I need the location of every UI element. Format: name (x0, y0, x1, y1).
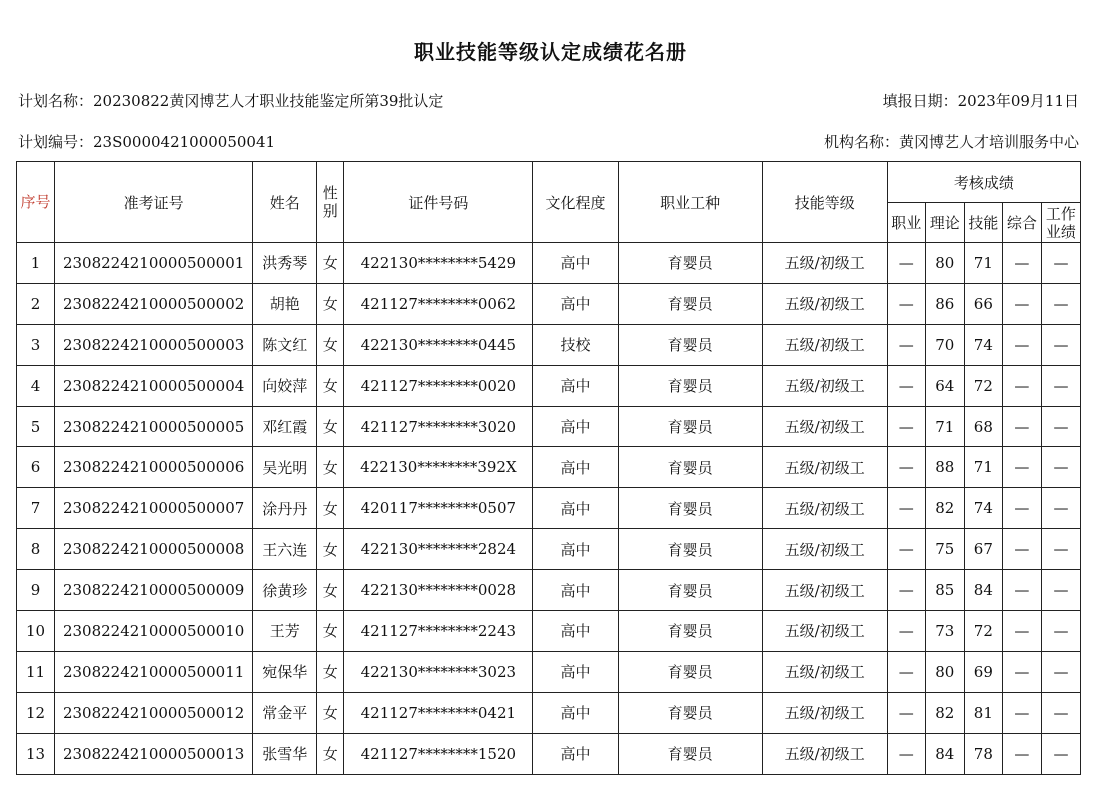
cell-score-theory: 82 (925, 488, 964, 529)
cell-score-performance: — (1041, 406, 1080, 447)
score-roster-table (16, 161, 1081, 775)
cell-level: 五级/初级工 (762, 283, 887, 324)
cell-score-performance: — (1041, 692, 1080, 733)
cell-level: 五级/初级工 (762, 529, 887, 570)
cell-seq: 8 (17, 529, 55, 570)
cell-level: 五级/初级工 (762, 651, 887, 692)
cell-level: 五级/初级工 (762, 243, 887, 284)
cell-name: 涂丹丹 (253, 488, 317, 529)
cell-score-skill: 81 (964, 692, 1002, 733)
cell-exam-no: 2308224210000500002 (55, 283, 253, 324)
cell-score-comprehensive: — (1002, 283, 1041, 324)
cell-score-performance: — (1041, 324, 1080, 365)
cell-score-skill: 68 (964, 406, 1002, 447)
cell-score-occupation: — (887, 529, 925, 570)
cell-exam-no: 2308224210000500010 (55, 611, 253, 652)
cell-education: 高中 (533, 365, 618, 406)
cell-seq: 10 (17, 611, 55, 652)
cell-score-theory: 71 (925, 406, 964, 447)
page-title: 职业技能等级认定成绩花名册 (414, 40, 687, 64)
cell-exam-no: 2308224210000500001 (55, 243, 253, 284)
cell-score-performance: — (1041, 611, 1080, 652)
cell-occupation: 育婴员 (618, 529, 762, 570)
cell-seq: 4 (17, 365, 55, 406)
cell-score-comprehensive: — (1002, 488, 1041, 529)
header-sub-skill: 技能 (964, 203, 1002, 243)
table-row (17, 447, 1081, 488)
table-row (17, 406, 1081, 447)
cell-score-comprehensive: — (1002, 692, 1041, 733)
header-scores: 考核成绩 (887, 162, 1080, 203)
cell-score-theory: 84 (925, 733, 964, 774)
cell-seq: 5 (17, 406, 55, 447)
cell-seq: 9 (17, 570, 55, 611)
cell-education: 高中 (533, 570, 618, 611)
header-occupation: 职业工种 (618, 162, 762, 243)
cell-id-no: 422130********5429 (344, 243, 533, 284)
cell-score-performance: — (1041, 570, 1080, 611)
cell-score-performance: — (1041, 447, 1080, 488)
cell-id-no: 422130********2824 (344, 529, 533, 570)
roster-body (17, 243, 1081, 775)
cell-score-theory: 80 (925, 243, 964, 284)
cell-score-performance: — (1041, 243, 1080, 284)
cell-gender: 女 (317, 488, 344, 529)
cell-education: 高中 (533, 611, 618, 652)
cell-occupation: 育婴员 (618, 692, 762, 733)
cell-id-no: 422130********3023 (344, 651, 533, 692)
cell-name: 洪秀琴 (253, 243, 317, 284)
cell-score-occupation: — (887, 447, 925, 488)
cell-education: 高中 (533, 529, 618, 570)
org-name: 机构名称：黄冈博艺人才培训服务中心 (823, 133, 1079, 151)
header-exam-no: 准考证号 (55, 162, 253, 243)
cell-gender: 女 (317, 365, 344, 406)
cell-score-comprehensive: — (1002, 447, 1041, 488)
cell-education: 高中 (533, 447, 618, 488)
cell-education: 高中 (533, 283, 618, 324)
plan-number: 计划编号：23S0000421000050041 (18, 133, 276, 151)
cell-score-occupation: — (887, 365, 925, 406)
header-gender: 性别 (317, 162, 344, 243)
cell-name: 宛保华 (253, 651, 317, 692)
cell-name: 胡艳 (253, 283, 317, 324)
cell-id-no: 421127********0062 (344, 283, 533, 324)
cell-gender: 女 (317, 651, 344, 692)
cell-score-comprehensive: — (1002, 570, 1041, 611)
cell-id-no: 422130********0028 (344, 570, 533, 611)
cell-score-theory: 64 (925, 365, 964, 406)
cell-score-occupation: — (887, 651, 925, 692)
cell-score-occupation: — (887, 243, 925, 284)
cell-score-comprehensive: — (1002, 324, 1041, 365)
cell-score-theory: 82 (925, 692, 964, 733)
cell-score-theory: 73 (925, 611, 964, 652)
cell-occupation: 育婴员 (618, 651, 762, 692)
cell-exam-no: 2308224210000500007 (55, 488, 253, 529)
cell-exam-no: 2308224210000500008 (55, 529, 253, 570)
cell-id-no: 421127********3020 (344, 406, 533, 447)
cell-score-performance: — (1041, 283, 1080, 324)
cell-level: 五级/初级工 (762, 406, 887, 447)
cell-score-performance: — (1041, 733, 1080, 774)
cell-name: 向姣萍 (253, 365, 317, 406)
cell-score-occupation: — (887, 488, 925, 529)
cell-seq: 11 (17, 651, 55, 692)
table-row (17, 570, 1081, 611)
fill-date: 填报日期：2023年09月11日 (882, 92, 1079, 110)
cell-id-no: 421127********1520 (344, 733, 533, 774)
cell-level: 五级/初级工 (762, 488, 887, 529)
cell-gender: 女 (317, 406, 344, 447)
table-row (17, 243, 1081, 284)
header-level: 技能等级 (762, 162, 887, 243)
cell-id-no: 421127********2243 (344, 611, 533, 652)
cell-seq: 2 (17, 283, 55, 324)
cell-score-comprehensive: — (1002, 365, 1041, 406)
cell-exam-no: 2308224210000500011 (55, 651, 253, 692)
cell-score-performance: — (1041, 651, 1080, 692)
cell-score-occupation: — (887, 692, 925, 733)
cell-score-skill: 66 (964, 283, 1002, 324)
table-row (17, 692, 1081, 733)
cell-occupation: 育婴员 (618, 283, 762, 324)
cell-education: 高中 (533, 243, 618, 284)
cell-seq: 7 (17, 488, 55, 529)
cell-exam-no: 2308224210000500004 (55, 365, 253, 406)
cell-score-performance: — (1041, 488, 1080, 529)
cell-occupation: 育婴员 (618, 570, 762, 611)
cell-occupation: 育婴员 (618, 365, 762, 406)
cell-score-occupation: — (887, 406, 925, 447)
cell-level: 五级/初级工 (762, 365, 887, 406)
cell-score-comprehensive: — (1002, 243, 1041, 284)
header-id-no: 证件号码 (344, 162, 533, 243)
header-sub-performance: 工作业绩 (1041, 203, 1080, 243)
table-row (17, 324, 1081, 365)
cell-seq: 1 (17, 243, 55, 284)
cell-exam-no: 2308224210000500003 (55, 324, 253, 365)
table-row (17, 733, 1081, 774)
cell-gender: 女 (317, 243, 344, 284)
cell-score-occupation: — (887, 733, 925, 774)
plan-name: 计划名称：20230822黄冈博艺人才职业技能鉴定所第39批认定 (18, 92, 444, 110)
cell-gender: 女 (317, 692, 344, 733)
cell-gender: 女 (317, 283, 344, 324)
cell-score-occupation: — (887, 611, 925, 652)
cell-occupation: 育婴员 (618, 243, 762, 284)
cell-occupation: 育婴员 (618, 611, 762, 652)
cell-score-theory: 86 (925, 283, 964, 324)
cell-score-skill: 67 (964, 529, 1002, 570)
cell-education: 高中 (533, 488, 618, 529)
cell-gender: 女 (317, 447, 344, 488)
cell-score-comprehensive: — (1002, 733, 1041, 774)
cell-score-theory: 80 (925, 651, 964, 692)
cell-id-no: 421127********0421 (344, 692, 533, 733)
cell-seq: 3 (17, 324, 55, 365)
cell-score-skill: 72 (964, 365, 1002, 406)
cell-level: 五级/初级工 (762, 733, 887, 774)
cell-name: 邓红霞 (253, 406, 317, 447)
cell-score-comprehensive: — (1002, 611, 1041, 652)
cell-score-occupation: — (887, 324, 925, 365)
cell-name: 常金平 (253, 692, 317, 733)
cell-score-comprehensive: — (1002, 651, 1041, 692)
cell-score-theory: 75 (925, 529, 964, 570)
cell-education: 高中 (533, 651, 618, 692)
cell-exam-no: 2308224210000500005 (55, 406, 253, 447)
header-education: 文化程度 (533, 162, 618, 243)
cell-seq: 12 (17, 692, 55, 733)
cell-gender: 女 (317, 529, 344, 570)
header-seq: 序号 (17, 162, 55, 243)
cell-id-no: 420117********0507 (344, 488, 533, 529)
cell-name: 吴光明 (253, 447, 317, 488)
cell-education: 高中 (533, 406, 618, 447)
cell-score-comprehensive: — (1002, 406, 1041, 447)
header-name: 姓名 (253, 162, 317, 243)
cell-score-skill: 74 (964, 488, 1002, 529)
cell-gender: 女 (317, 324, 344, 365)
cell-name: 陈文红 (253, 324, 317, 365)
cell-score-theory: 88 (925, 447, 964, 488)
cell-occupation: 育婴员 (618, 406, 762, 447)
cell-score-skill: 84 (964, 570, 1002, 611)
cell-level: 五级/初级工 (762, 611, 887, 652)
table-row (17, 651, 1081, 692)
cell-level: 五级/初级工 (762, 570, 887, 611)
cell-name: 王六连 (253, 529, 317, 570)
cell-occupation: 育婴员 (618, 488, 762, 529)
cell-score-skill: 78 (964, 733, 1002, 774)
cell-exam-no: 2308224210000500009 (55, 570, 253, 611)
cell-exam-no: 2308224210000500013 (55, 733, 253, 774)
cell-score-theory: 85 (925, 570, 964, 611)
cell-exam-no: 2308224210000500012 (55, 692, 253, 733)
cell-id-no: 421127********0020 (344, 365, 533, 406)
header-sub-theory: 理论 (925, 203, 964, 243)
cell-education: 高中 (533, 692, 618, 733)
cell-gender: 女 (317, 570, 344, 611)
cell-name: 徐黄珍 (253, 570, 317, 611)
cell-education: 高中 (533, 733, 618, 774)
cell-score-skill: 71 (964, 447, 1002, 488)
cell-education: 技校 (533, 324, 618, 365)
cell-name: 王芳 (253, 611, 317, 652)
cell-id-no: 422130********392X (344, 447, 533, 488)
cell-id-no: 422130********0445 (344, 324, 533, 365)
cell-score-skill: 74 (964, 324, 1002, 365)
cell-score-comprehensive: — (1002, 529, 1041, 570)
cell-gender: 女 (317, 733, 344, 774)
cell-occupation: 育婴员 (618, 733, 762, 774)
cell-score-occupation: — (887, 570, 925, 611)
cell-level: 五级/初级工 (762, 692, 887, 733)
cell-gender: 女 (317, 611, 344, 652)
cell-score-skill: 71 (964, 243, 1002, 284)
cell-name: 张雪华 (253, 733, 317, 774)
table-row (17, 365, 1081, 406)
table-row (17, 611, 1081, 652)
cell-occupation: 育婴员 (618, 447, 762, 488)
cell-score-performance: — (1041, 529, 1080, 570)
cell-exam-no: 2308224210000500006 (55, 447, 253, 488)
cell-occupation: 育婴员 (618, 324, 762, 365)
cell-score-performance: — (1041, 365, 1080, 406)
cell-score-skill: 72 (964, 611, 1002, 652)
table-row (17, 283, 1081, 324)
table-row (17, 529, 1081, 570)
header-sub-comprehensive: 综合 (1002, 203, 1041, 243)
cell-level: 五级/初级工 (762, 324, 887, 365)
cell-score-occupation: — (887, 283, 925, 324)
table-row (17, 488, 1081, 529)
cell-score-theory: 70 (925, 324, 964, 365)
cell-seq: 13 (17, 733, 55, 774)
header-sub-occupation: 职业 (887, 203, 925, 243)
cell-level: 五级/初级工 (762, 447, 887, 488)
cell-seq: 6 (17, 447, 55, 488)
cell-score-skill: 69 (964, 651, 1002, 692)
